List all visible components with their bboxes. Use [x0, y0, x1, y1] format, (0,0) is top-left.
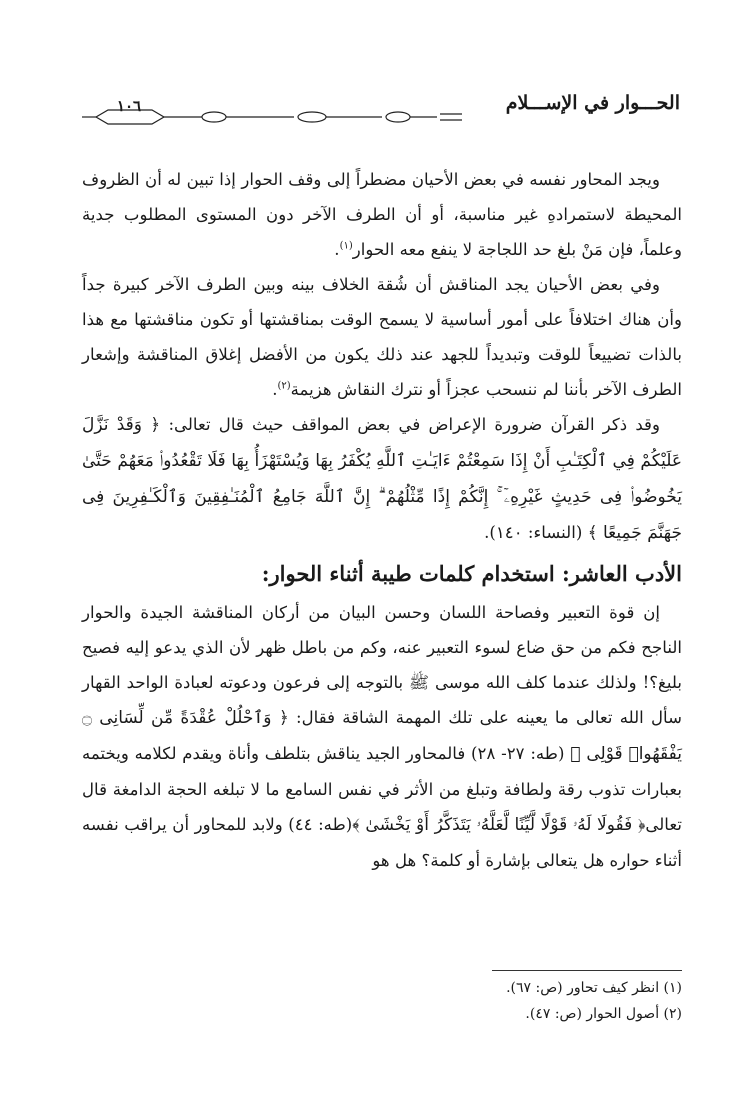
footnote-divider: [492, 970, 682, 971]
page-number: ١٠٦: [116, 97, 142, 115]
running-title: الحـــوار في الإســـلام: [505, 92, 680, 114]
page-header: [82, 88, 682, 128]
footnote-1: (١) انظر كيف تحاور (ص: ٦٧).: [506, 980, 682, 996]
footnote-ref-1: (١): [339, 240, 353, 252]
paragraph-3: وقد ذكر القرآن ضرورة الإعراض في بعض المواقف حيث قال تعالى: ﴿ وَقَدْ نَزَّلَ عَلَيْكُمْ فِي ٱلْكِتَـٰبِ أَنْ إِذَا سَمِعْتُمْ ءَايَـٰتِ ٱللَّهِ يُكْفَرُ بِهَا وَيُسْتَهْزَأُ بِهَا فَلَا تَقْعُدُوا۟ مَعَهُمْ حَتَّىٰ يَخُوضُوا۟ فِى حَدِيثٍ غَيْرِهِۦٓ ۚ إِنَّكُمْ إِذًا مِّثْلُهُمْ ۗ إِنَّ ٱللَّهَ جَامِعُ ٱلْمُنَـٰفِقِينَ وَٱلْكَـٰفِرِينَ فِى جَهَنَّمَ جَمِيعًا ﴾ (النساء: ١٤٠).: [82, 415, 682, 543]
footnote-ref-2: (٢): [277, 380, 291, 392]
quran-verse-1: ﴿ وَقَدْ نَزَّلَ عَلَيْكُمْ فِي ٱلْكِتَـٰبِ أَنْ إِذَا سَمِعْتُمْ ءَايَـٰتِ ٱللَّهِ يُكْفَرُ بِهَا وَيُسْتَهْزَأُ بِهَا فَلَا تَقْعُدُوا۟ مَعَهُمْ حَتَّىٰ يَخُوضُوا۟ فِى حَدِيثٍ غَيْرِهِۦٓ ۚ إِنَّكُمْ إِذًا مِّثْلُهُمْ ۗ إِنَّ ٱللَّهَ جَامِعُ ٱلْمُنَـٰفِقِينَ وَٱلْكَـٰفِرِينَ فِى جَهَنَّمَ جَمِيعًا ﴾: [82, 415, 682, 543]
main-text: [82, 162, 682, 878]
verse-1-reference: (النساء: ١٤٠).: [484, 523, 583, 542]
header-ornament-rule: [82, 108, 512, 126]
page-content: [82, 88, 682, 878]
footnote-2: (٢) أصول الحوار (ص: ٤٧).: [525, 1006, 682, 1022]
paragraph-4: إن قوة التعبير وفصاحة اللسان وحسن البيان من أركان المناقشة الجيدة والحوار الناجح فكم من حق ضاع لسوء التعبير عنه، وكم من باطل ظهر لأن الذي يدعو إليه فصيح بليغ؟! ولذلك عندما كلف الله موسى ﷺ بالتوجه إلى فرعون ودعوته لعبادة الواحد القهار سأل الله تعالى ما يعينه على تلك المهمة الشاقة فقال: ﴿ وَٱحْلُلْ عُقْدَةً مِّن لِّسَانِى ۝ يَفْقَهُوا۟ قَوْلِى ﴾ (طه: ٢٧- ٢٨) فالمحاور الجيد يناقش بتلطف وأناة ويقدم لكلامه ويختمه بعبارات تذوب رقة ولطافة وتبلغ من الأثر في نفس السامع ما لا تبلغه الحجة الدامغة قال تعالى﴿ فَقُولَا لَهُۥ قَوْلًا لَّيِّنًا لَّعَلَّهُۥ يَتَذَكَّرُ أَوْ يَخْشَىٰ ﴾(طه: ٤٤) ولابد للمحاور أن يراقب نفسه أثناء حواره هل يتعالى بإشارة أو كلمة؟ هل هو: [82, 603, 682, 870]
paragraph-1: ويجد المحاور نفسه في بعض الأحيان مضطراً إلى وقف الحوار إذا تبين له أن الظروف المحيطة لاستمرادهِ غير مناسبة، أو أن الطرف الآخر دون المستوى المطلوب جدية وعلماً، فإن مَنْ بلغ حد اللجاجة لا ينفع معه الحوار$^{(١)}$.: [82, 170, 682, 259]
quran-verse-3: ﴿ فَقُولَا لَهُۥ قَوْلًا لَّيِّنًا لَّعَلَّهُۥ يَتَذَكَّرُ أَوْ يَخْشَىٰ ﴾: [352, 815, 646, 835]
footnotes: [82, 970, 682, 1027]
verse-2-reference: (طه: ٢٧- ٢٨): [471, 744, 565, 763]
quran-verse-2: ﴿ وَٱحْلُلْ عُقْدَةً مِّن لِّسَانِى ۝ يَفْقَهُوا۟ قَوْلِى ﴾: [82, 708, 682, 764]
verse-3-reference: (طه: ٤٤): [288, 815, 353, 834]
paragraph-2: وفي بعض الأحيان يجد المناقش أن شُقة الخلاف بينه وبين الطرف الآخر كبيرة جداً وأن هناك اختلافاً على أمور أساسية لا يسمح الوقت بمناقشتها أو تكون مناقشتها مع هذا بالذات تضييعاً للوقت وتبديداً للجهد عند ذلك يكون من الأفضل إغلاق المناقشة وإشعار الطرف الآخر بأننا لم ننسحب عجزاً أو نترك النقاش هزيمة$^{(٢)}$.: [82, 275, 682, 399]
section-heading: الأدب العاشر: استخدام كلمات طيبة أثناء الحوار:: [261, 561, 682, 586]
